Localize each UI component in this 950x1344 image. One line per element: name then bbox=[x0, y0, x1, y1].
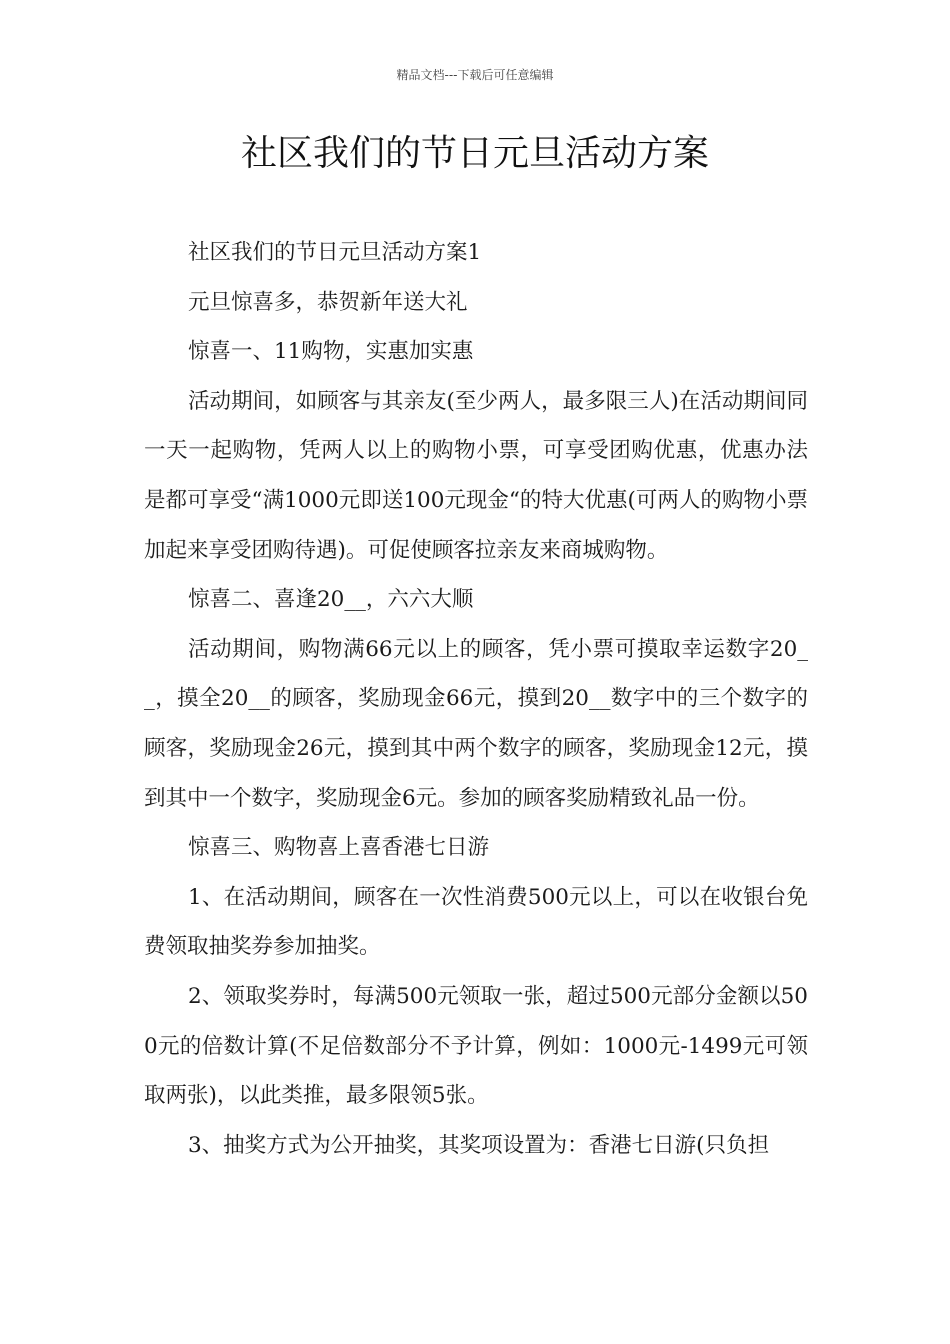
page-header-note: 精品文档---下载后可任意编辑 bbox=[396, 68, 554, 82]
surprise-two-heading: 惊喜二、喜逢20__，六六大顺 bbox=[188, 587, 474, 613]
surprise-three-heading: 惊喜三、购物喜上喜香港七日游 bbox=[188, 835, 490, 861]
surprise-one-heading: 惊喜一、11购物，实惠加实惠 bbox=[188, 339, 474, 365]
document-body bbox=[144, 228, 808, 1170]
section-heading: 社区我们的节日元旦活动方案1 bbox=[188, 240, 482, 265]
rule-item-1: 1、在活动期间，顾客在一次性消费500元以上，可以在收银台免费领取抽奖券参加抽奖。 bbox=[144, 884, 808, 960]
document-title: 社区我们的节日元旦活动方案 bbox=[240, 133, 709, 174]
surprise-two-body: 活动期间，购物满66元以上的顾客，凭小票可摸取幸运数字20__，摸全20__的顾客，奖励现金66元，摸到20__数字中的三个数字的顾客，奖励现金26元，摸到其中两个数字的顾客，奖励现金12元，摸到其中一个数字，奖励现金6元。参加的顾客奖励精致礼品一份。 bbox=[144, 636, 808, 811]
rule-item-3: 3、抽奖方式为公开抽奖，其奖项设置为：香港七日游(只负担 bbox=[188, 1132, 770, 1158]
surprise-one-body: 活动期间，如顾客与其亲友(至少两人，最多限三人)在活动期间同一天一起购物，凭两人以上的购物小票，可享受团购优惠，优惠办法是都可享受“满1000元即送100元现金“的特大优惠(可两人的购物小票加起来享受团购待遇)。可促使顾客拉亲友来商城购物。 bbox=[144, 388, 808, 563]
rule-item-2: 2、领取奖券时，每满500元领取一张，超过500元部分金额以500元的倍数计算(不足倍数部分不予计算，例如：1000元-1499元可领取两张)，以此类推，最多限领5张。 bbox=[144, 983, 808, 1109]
slogan-paragraph: 元旦惊喜多，恭贺新年送大礼 bbox=[188, 289, 468, 315]
